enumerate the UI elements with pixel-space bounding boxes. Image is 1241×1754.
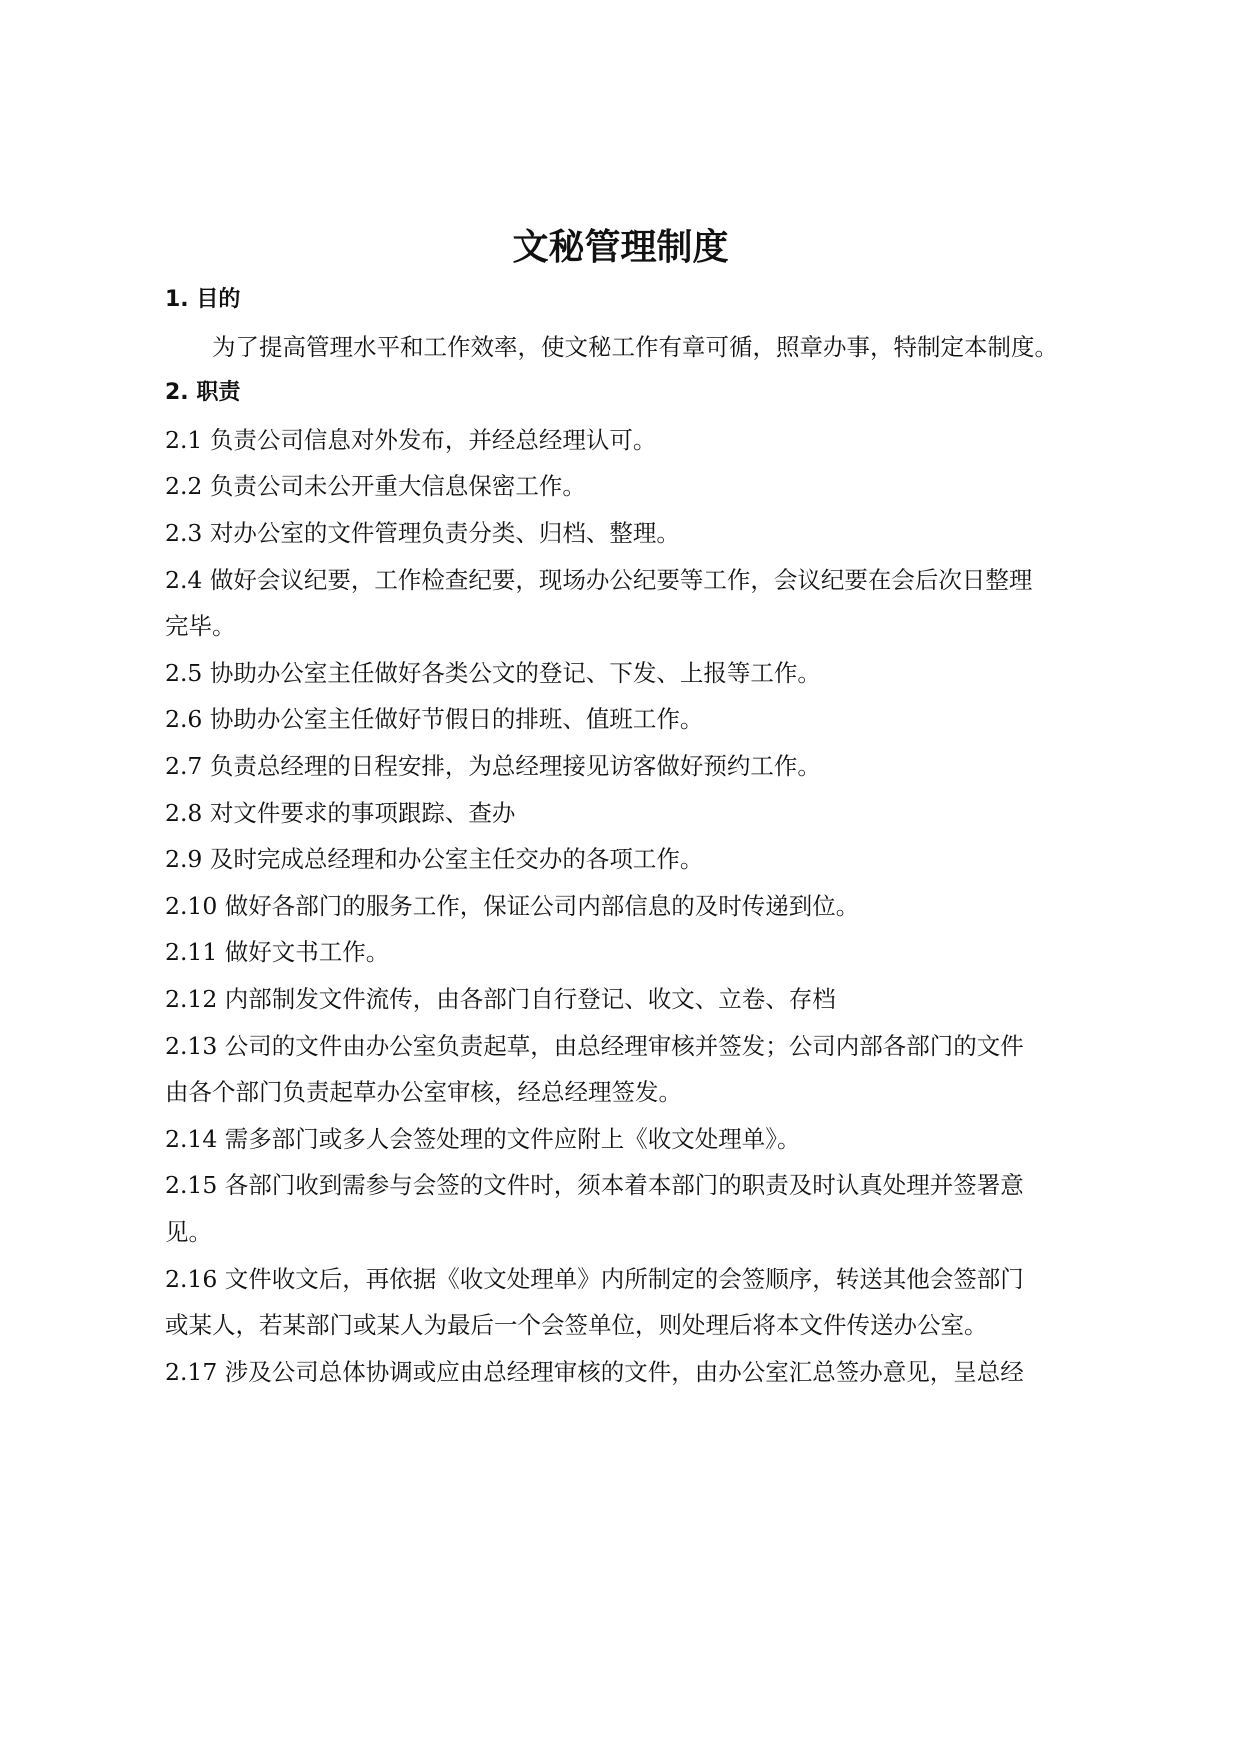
paragraph-line: 2.16 文件收文后，再依据《收文处理单》内所制定的会签顺序，转送其他会签部门 [165, 1264, 1024, 1293]
paragraph-line: 2.17 涉及公司总体协调或应由总经理审核的文件，由办公室汇总签办意见，呈总经 [165, 1357, 1024, 1386]
paragraph-line: 2.14 需多部门或多人会签处理的文件应附上《收文处理单》。 [165, 1124, 801, 1153]
paragraph-line: 2.10 做好各部门的服务工作，保证公司内部信息的及时传递到位。 [165, 891, 860, 920]
paragraph-line: 2.6 协助办公室主任做好节假日的排班、值班工作。 [165, 705, 704, 734]
paragraph-line: 2.13 公司的文件由办公室负责起草，由总经理审核并签发；公司内部各部门的文件 [165, 1031, 1024, 1060]
section-heading: 1. 目的 [165, 287, 241, 312]
paragraph-line: 2.11 做好文书工作。 [165, 938, 390, 967]
paragraph-line: 2.9 及时完成总经理和办公室主任交办的各项工作。 [165, 845, 704, 874]
paragraph-line: 2.1 负责公司信息对外发布，并经总经理认可。 [165, 425, 657, 454]
paragraph-line: 2.8 对文件要求的事项跟踪、查办 [165, 798, 516, 827]
paragraph-line: 完毕。 [165, 612, 236, 641]
paragraph-line: 2.4 做好会议纪要，工作检查纪要，现场办公纪要等工作，会议纪要在会后次日整理 [165, 565, 1033, 594]
document-title: 文秘管理制度 [512, 227, 729, 268]
paragraph-line: 2.7 负责总经理的日程安排，为总经理接见访客做好预约工作。 [165, 752, 821, 780]
paragraph-line: 为了提高管理水平和工作效率，使文秘工作有章可循，照章办事，特制定本制度。 [212, 332, 1058, 361]
section-heading: 2. 职责 [165, 380, 241, 406]
paragraph-line: 2.3 对办公室的文件管理负责分类、归档、整理。 [165, 519, 680, 547]
paragraph-line: 2.15 各部门收到需参与会签的文件时，须本着本部门的职责及时认真处理并签署意 [165, 1171, 1024, 1200]
paragraph-line: 2.5 协助办公室主任做好各类公文的登记、下发、上报等工作。 [165, 658, 821, 687]
paragraph-line: 2.2 负责公司未公开重大信息保密工作。 [165, 472, 586, 501]
paragraph-line: 由各个部门负责起草办公室审核，经总经理签发。 [165, 1078, 682, 1107]
paragraph-line: 2.12 内部制发文件流传，由各部门自行登记、收文、立卷、存档 [165, 985, 836, 1013]
paragraph-line: 或某人，若某部门或某人为最后一个会签单位，则处理后将本文件传送办公室。 [165, 1311, 988, 1340]
paragraph-line: 见。 [165, 1218, 212, 1246]
